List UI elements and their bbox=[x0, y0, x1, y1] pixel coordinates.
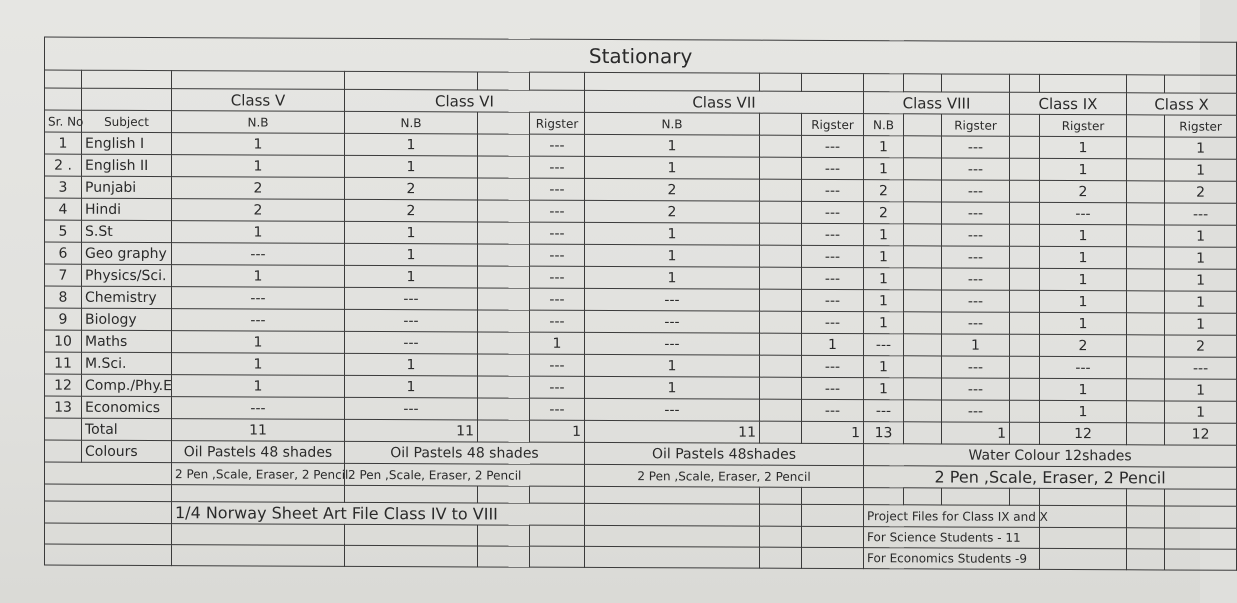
cell-ix-reg: 1 bbox=[1040, 312, 1127, 334]
cell-viii-nb: 1 bbox=[864, 246, 904, 268]
cell-sr: 2 . bbox=[45, 154, 82, 176]
cell-ix-reg: 1 bbox=[1040, 136, 1127, 158]
total-v-nb: 11 bbox=[172, 419, 345, 442]
cell-viii-reg: --- bbox=[942, 246, 1010, 268]
cell-ix-reg: 1 bbox=[1040, 290, 1127, 312]
cell-vi-nb: 1 bbox=[345, 155, 478, 178]
cell-viii-reg: --- bbox=[942, 158, 1010, 180]
subject-header: Subject bbox=[82, 110, 172, 132]
cell-sr: 1 bbox=[45, 132, 82, 154]
total-x-reg: 12 bbox=[1165, 423, 1237, 445]
cell-sr: 11 bbox=[45, 352, 82, 374]
cell-vi-reg: --- bbox=[530, 398, 585, 420]
cell-vi-reg: --- bbox=[530, 376, 585, 398]
cell-vi-nb: --- bbox=[345, 309, 478, 332]
viii-register-header: Rigster bbox=[942, 114, 1010, 136]
cell-vi-reg: --- bbox=[530, 244, 585, 266]
cell-vii-reg: --- bbox=[802, 377, 864, 399]
ix-register-header: Rigster bbox=[1040, 114, 1127, 136]
cell-vi-nb: 1 bbox=[345, 133, 478, 156]
cell-subject: Biology bbox=[82, 308, 172, 330]
cell-sr: 10 bbox=[45, 330, 82, 352]
cell-vi-nb: 1 bbox=[345, 375, 478, 398]
cell-vii-nb: --- bbox=[585, 398, 760, 421]
cell-x-reg: --- bbox=[1165, 357, 1237, 379]
cell-vi-nb: --- bbox=[345, 397, 478, 420]
cell-vi-reg: --- bbox=[530, 178, 585, 200]
cell-vi-reg: --- bbox=[530, 222, 585, 244]
cell-x-reg: 1 bbox=[1165, 137, 1237, 159]
cell-subject: Chemistry bbox=[82, 286, 172, 308]
class-vi-header: Class VI bbox=[345, 89, 585, 112]
cell-viii-nb: 1 bbox=[864, 290, 904, 312]
total-vii-nb: 11 bbox=[585, 420, 760, 443]
cell-v-nb: 1 bbox=[172, 221, 345, 244]
vii-register-header: Rigster bbox=[802, 113, 864, 135]
page-title: Stationary bbox=[588, 43, 693, 69]
cell-ix-reg: --- bbox=[1040, 356, 1127, 378]
cell-x-reg: 1 bbox=[1165, 291, 1237, 313]
items-vii: 2 Pen ,Scale, Eraser, 2 Pencil bbox=[585, 464, 864, 487]
cell-subject: Physics/Sci. bbox=[82, 264, 172, 286]
cell-ix-reg: 1 bbox=[1040, 158, 1127, 180]
cell-viii-reg: --- bbox=[942, 268, 1010, 290]
cell-vi-nb: --- bbox=[345, 331, 478, 354]
subject-rows bbox=[45, 132, 1237, 423]
total-vi-reg: 1 bbox=[530, 420, 585, 442]
title-cell bbox=[45, 37, 1237, 75]
total-vi-nb: 11 bbox=[345, 419, 478, 442]
cell-vi-nb: 1 bbox=[345, 243, 478, 266]
cell-vi-nb: --- bbox=[345, 287, 478, 310]
cell-x-reg: 1 bbox=[1165, 379, 1237, 401]
cell-vi-reg: --- bbox=[530, 266, 585, 288]
sr-no-header: Sr. No bbox=[45, 110, 82, 132]
cell-viii-reg: --- bbox=[942, 136, 1010, 158]
cell-vii-reg: --- bbox=[802, 289, 864, 311]
cell-viii-nb: --- bbox=[864, 334, 904, 356]
cell-x-reg: 1 bbox=[1165, 401, 1237, 423]
cell-subject: S.St bbox=[82, 220, 172, 242]
cell-v-nb: --- bbox=[172, 397, 345, 420]
cell-vii-nb: 2 bbox=[585, 200, 760, 223]
cell-vi-reg: --- bbox=[530, 134, 585, 156]
cell-vii-reg: --- bbox=[802, 399, 864, 421]
stationery-table bbox=[44, 37, 1237, 571]
cell-v-nb: 2 bbox=[172, 177, 345, 200]
cell-subject: Geo graphy bbox=[82, 242, 172, 264]
cell-vii-reg: --- bbox=[802, 223, 864, 245]
project-files-title: Project Files for Class IX and X bbox=[864, 505, 1040, 528]
cell-vii-reg: --- bbox=[802, 179, 864, 201]
cell-sr: 13 bbox=[45, 396, 82, 418]
class-x-header: Class X bbox=[1127, 93, 1237, 115]
vi-nb-header: N.B bbox=[345, 111, 478, 134]
economics-row bbox=[45, 544, 1237, 570]
total-ix-reg: 12 bbox=[1040, 422, 1127, 444]
cell-x-reg: 2 bbox=[1165, 181, 1237, 203]
v-nb-header: N.B bbox=[172, 111, 345, 134]
cell-viii-reg: --- bbox=[942, 224, 1010, 246]
cell-ix-reg: --- bbox=[1040, 202, 1127, 224]
cell-viii-reg: --- bbox=[942, 356, 1010, 378]
cell-vi-reg: 1 bbox=[530, 332, 585, 354]
cell-vii-reg: --- bbox=[802, 355, 864, 377]
cell-x-reg: 1 bbox=[1165, 225, 1237, 247]
cell-viii-nb: 2 bbox=[864, 180, 904, 202]
cell-vi-reg: --- bbox=[530, 288, 585, 310]
cell-ix-reg: 1 bbox=[1040, 268, 1127, 290]
cell-subject: English I bbox=[82, 132, 172, 154]
cell-ix-reg: 1 bbox=[1040, 224, 1127, 246]
cell-v-nb: --- bbox=[172, 243, 345, 266]
class-ix-header: Class IX bbox=[1010, 92, 1127, 115]
cell-viii-reg: --- bbox=[942, 202, 1010, 224]
x-register-header: Rigster bbox=[1165, 115, 1237, 137]
cell-ix-reg: 1 bbox=[1040, 378, 1127, 400]
cell-sr: 5 bbox=[45, 220, 82, 242]
cell-viii-nb: 1 bbox=[864, 136, 904, 158]
cell-sr: 6 bbox=[45, 242, 82, 264]
cell-viii-reg: --- bbox=[942, 400, 1010, 422]
cell-v-nb: 1 bbox=[172, 133, 345, 156]
cell-vi-nb: 1 bbox=[345, 221, 478, 244]
cell-vii-reg: --- bbox=[802, 311, 864, 333]
cell-vi-nb: 1 bbox=[345, 353, 478, 376]
cell-x-reg: 1 bbox=[1165, 269, 1237, 291]
cell-viii-nb: 1 bbox=[864, 378, 904, 400]
cell-sr: 9 bbox=[45, 308, 82, 330]
cell-x-reg: 1 bbox=[1165, 313, 1237, 335]
cell-v-nb: 1 bbox=[172, 331, 345, 354]
title-row bbox=[45, 37, 1237, 75]
vii-nb-header: N.B bbox=[585, 112, 760, 135]
cell-vii-nb: 2 bbox=[585, 178, 760, 201]
cell-vi-reg: --- bbox=[530, 200, 585, 222]
cell-viii-nb: --- bbox=[864, 400, 904, 422]
colours-vi: Oil Pastels 48 shades bbox=[345, 441, 585, 464]
cell-subject: Hindi bbox=[82, 198, 172, 220]
cell-vii-reg: --- bbox=[802, 267, 864, 289]
cell-subject: English II bbox=[82, 154, 172, 176]
cell-viii-reg: --- bbox=[942, 180, 1010, 202]
cell-v-nb: 1 bbox=[172, 265, 345, 288]
colours-viii-x: Water Colour 12shades bbox=[864, 444, 1237, 468]
items-vi: 2 Pen ,Scale, Eraser, 2 Pencil bbox=[345, 463, 585, 486]
art-file-text: 1/4 Norway Sheet Art File Class IV to VIII bbox=[172, 502, 585, 526]
cell-viii-nb: 1 bbox=[864, 158, 904, 180]
cell-subject: Maths bbox=[82, 330, 172, 352]
project-economics: For Economics Students -9 bbox=[864, 548, 1040, 570]
cell-vi-reg: --- bbox=[530, 354, 585, 376]
class-vii-header: Class VII bbox=[585, 90, 864, 113]
colours-vii: Oil Pastels 48shades bbox=[585, 442, 864, 465]
cell-vii-nb: --- bbox=[585, 332, 760, 355]
cell-ix-reg: 2 bbox=[1040, 180, 1127, 202]
cell-sr: 8 bbox=[45, 286, 82, 308]
cell-subject: Comp./Phy.E bbox=[82, 374, 172, 396]
cell-x-reg: 2 bbox=[1165, 335, 1237, 357]
cell-vii-reg: --- bbox=[802, 157, 864, 179]
cell-vii-nb: --- bbox=[585, 288, 760, 311]
cell-viii-nb: 1 bbox=[864, 312, 904, 334]
project-science: For Science Students - 11 bbox=[864, 527, 1040, 549]
items-v: 2 Pen ,Scale, Eraser, 2 Pencil bbox=[172, 463, 345, 486]
cell-x-reg: 1 bbox=[1165, 247, 1237, 269]
total-viii-reg: 1 bbox=[942, 422, 1010, 444]
cell-viii-reg: --- bbox=[942, 378, 1010, 400]
cell-x-reg: 1 bbox=[1165, 159, 1237, 181]
cell-subject: Punjabi bbox=[82, 176, 172, 198]
cell-vii-reg: --- bbox=[802, 135, 864, 157]
cell-subject: Economics bbox=[82, 396, 172, 418]
class-v-header: Class V bbox=[172, 89, 345, 112]
cell-ix-reg: 2 bbox=[1040, 334, 1127, 356]
colours-v: Oil Pastels 48 shades bbox=[172, 441, 345, 464]
cell-vi-nb: 1 bbox=[345, 265, 478, 288]
cell-vii-nb: 1 bbox=[585, 134, 760, 157]
cell-viii-nb: 2 bbox=[864, 202, 904, 224]
cell-vii-nb: 1 bbox=[585, 222, 760, 245]
colours-label: Colours bbox=[82, 440, 172, 462]
total-vii-reg: 1 bbox=[802, 421, 864, 443]
stationery-document bbox=[44, 37, 1222, 566]
cell-vi-reg: --- bbox=[530, 156, 585, 178]
cell-vii-reg: --- bbox=[802, 201, 864, 223]
cell-vii-reg: 1 bbox=[802, 333, 864, 355]
cell-v-nb: 2 bbox=[172, 199, 345, 222]
viii-nb-header: N.B bbox=[864, 114, 904, 136]
items-viii-x: 2 Pen ,Scale, Eraser, 2 Pencil bbox=[864, 466, 1237, 490]
cell-subject: M.Sci. bbox=[82, 352, 172, 374]
cell-vii-nb: --- bbox=[585, 310, 760, 333]
cell-sr: 7 bbox=[45, 264, 82, 286]
cell-v-nb: 1 bbox=[172, 155, 345, 178]
cell-vi-nb: 2 bbox=[345, 199, 478, 222]
cell-vii-nb: 1 bbox=[585, 244, 760, 267]
cell-viii-reg: 1 bbox=[942, 334, 1010, 356]
cell-viii-nb: 1 bbox=[864, 356, 904, 378]
cell-v-nb: --- bbox=[172, 287, 345, 310]
cell-vii-reg: --- bbox=[802, 245, 864, 267]
vi-register-header: Rigster bbox=[530, 112, 585, 134]
cell-vii-nb: 1 bbox=[585, 354, 760, 377]
cell-v-nb: --- bbox=[172, 309, 345, 332]
cell-v-nb: 1 bbox=[172, 353, 345, 376]
total-label: Total bbox=[82, 418, 172, 440]
cell-vii-nb: 1 bbox=[585, 156, 760, 179]
cell-viii-reg: --- bbox=[942, 290, 1010, 312]
cell-viii-reg: --- bbox=[942, 312, 1010, 334]
cell-sr: 4 bbox=[45, 198, 82, 220]
class-viii-header: Class VIII bbox=[864, 92, 1010, 115]
total-viii-nb: 13 bbox=[864, 422, 904, 444]
cell-vi-nb: 2 bbox=[345, 177, 478, 200]
cell-viii-nb: 1 bbox=[864, 268, 904, 290]
cell-sr: 3 bbox=[45, 176, 82, 198]
cell-sr: 12 bbox=[45, 374, 82, 396]
cell-vii-nb: 1 bbox=[585, 266, 760, 289]
cell-vii-nb: 1 bbox=[585, 376, 760, 399]
cell-x-reg: --- bbox=[1165, 203, 1237, 225]
cell-ix-reg: 1 bbox=[1040, 246, 1127, 268]
cell-vi-reg: --- bbox=[530, 310, 585, 332]
cell-viii-nb: 1 bbox=[864, 224, 904, 246]
cell-ix-reg: 1 bbox=[1040, 400, 1127, 422]
cell-v-nb: 1 bbox=[172, 375, 345, 398]
